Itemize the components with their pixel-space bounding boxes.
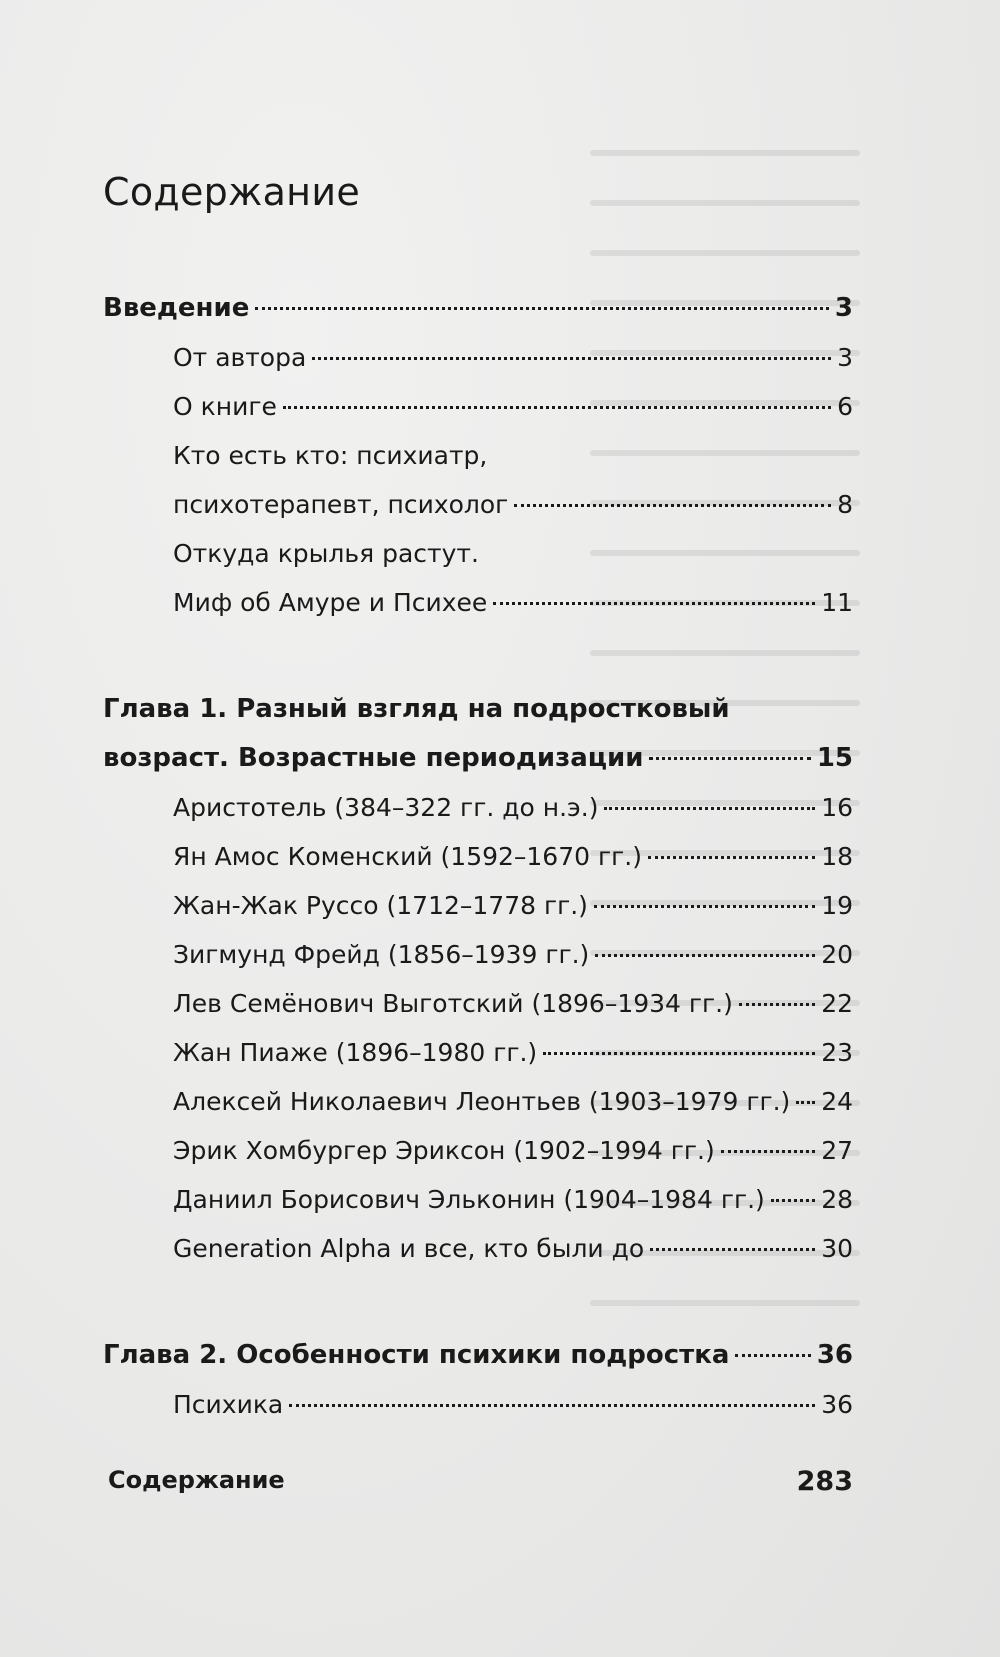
toc-entry-label: Даниил Борисович Эльконин (1904–1984 гг.)	[173, 1185, 765, 1214]
dot-leader	[648, 856, 815, 859]
toc-entry-page: 11	[821, 588, 853, 617]
toc-entry-first-line: Откуда крылья растут.	[173, 539, 479, 568]
page-number: 283	[796, 1466, 853, 1497]
dot-leader	[796, 1101, 815, 1104]
toc-entry-label: Введение	[103, 293, 250, 323]
toc-entry-label: Алексей Николаевич Леонтьев (1903–1979 гг.)	[173, 1087, 791, 1116]
toc-entry-label: возраст. Возрастные периодизации	[103, 743, 644, 773]
toc-entry-page: 15	[816, 743, 853, 773]
toc-entry-introduction	[103, 284, 853, 333]
table-of-contents	[103, 170, 853, 1429]
toc-entry-page: 18	[821, 842, 853, 871]
dot-leader	[594, 905, 815, 908]
section-gap	[103, 627, 853, 685]
toc-entry	[103, 881, 853, 930]
dot-leader	[493, 602, 815, 605]
toc-entry-page: 19	[821, 891, 853, 920]
toc-entry	[103, 1028, 853, 1077]
toc-entry	[103, 832, 853, 881]
toc-entry-page: 24	[821, 1087, 853, 1116]
toc-entry-label: Миф об Амуре и Психее	[173, 588, 488, 617]
toc-entry-label: Лев Семёнович Выготский (1896–1934 гг.)	[173, 989, 733, 1018]
toc-entry	[103, 783, 853, 832]
toc-entry-label: Жан-Жак Руссо (1712–1778 гг.)	[173, 891, 588, 920]
toc-entry	[103, 1126, 853, 1175]
toc-entry	[103, 480, 853, 529]
toc-entry	[103, 979, 853, 1028]
toc-entry	[103, 333, 853, 382]
toc-entry-page: 20	[821, 940, 853, 969]
toc-entry-page: 3	[837, 343, 853, 372]
dot-leader	[543, 1052, 815, 1055]
page-footer	[108, 1466, 853, 1497]
page-title: Содержание	[103, 170, 360, 214]
toc-entry-page: 23	[821, 1038, 853, 1067]
toc-entry-first-line: Кто есть кто: психиатр,	[173, 441, 488, 470]
toc-entry-page: 36	[816, 1340, 853, 1370]
toc-entry-chapter-2	[103, 1331, 853, 1380]
toc-entry	[103, 1224, 853, 1273]
dot-leader	[514, 504, 831, 507]
dot-leader	[604, 807, 815, 810]
toc-entry-page: 22	[821, 989, 853, 1018]
toc-entry-label: психотерапевт, психолог	[173, 490, 509, 519]
dot-leader	[595, 954, 815, 957]
dot-leader	[649, 757, 810, 760]
toc-entry-page: 8	[837, 490, 853, 519]
section-gap	[103, 1273, 853, 1331]
toc-entry-label: О книге	[173, 392, 277, 421]
toc-entry-label: Аристотель (384–322 гг. до н.э.)	[173, 793, 599, 822]
toc-entry-page: 30	[821, 1234, 853, 1263]
dot-leader	[255, 307, 829, 310]
toc-entry-page: 6	[837, 392, 853, 421]
toc-entry-label: Эрик Хомбургер Эриксон (1902–1994 гг.)	[173, 1136, 715, 1165]
running-title: Содержание	[108, 1466, 285, 1494]
toc-entry-label: Generation Alpha и все, кто были до	[173, 1234, 645, 1263]
chapter-title-first-line: Глава 1. Разный взгляд на подростковый	[103, 694, 730, 724]
dot-leader	[283, 406, 831, 409]
toc-entry-page: 36	[821, 1390, 853, 1419]
dot-leader	[721, 1150, 815, 1153]
toc-entry	[103, 1380, 853, 1429]
dot-leader	[650, 1248, 815, 1251]
dot-leader	[312, 357, 831, 360]
toc-entry	[103, 578, 853, 627]
toc-entry-page: 16	[821, 793, 853, 822]
toc-entry-label: Ян Амос Коменский (1592–1670 гг.)	[173, 842, 642, 871]
toc-entry-label: От автора	[173, 343, 307, 372]
toc-entry	[103, 930, 853, 979]
toc-entry	[103, 1175, 853, 1224]
dot-leader	[289, 1404, 815, 1407]
toc-entry-page: 3	[834, 293, 853, 323]
toc-entry-label: Глава 2. Особенности психики подростка	[103, 1340, 730, 1370]
toc-entry-label: Жан Пиаже (1896–1980 гг.)	[173, 1038, 538, 1067]
toc-entry-label: Зигмунд Фрейд (1856–1939 гг.)	[173, 940, 590, 969]
dot-leader	[735, 1354, 810, 1357]
toc-entry-page: 27	[821, 1136, 853, 1165]
toc-entry	[103, 1077, 853, 1126]
dot-leader	[739, 1003, 815, 1006]
toc-entry-label: Психика	[173, 1390, 284, 1419]
toc-entry-chapter-1	[103, 734, 853, 783]
toc-entry	[103, 382, 853, 431]
dot-leader	[771, 1199, 815, 1202]
toc-entry-page: 28	[821, 1185, 853, 1214]
